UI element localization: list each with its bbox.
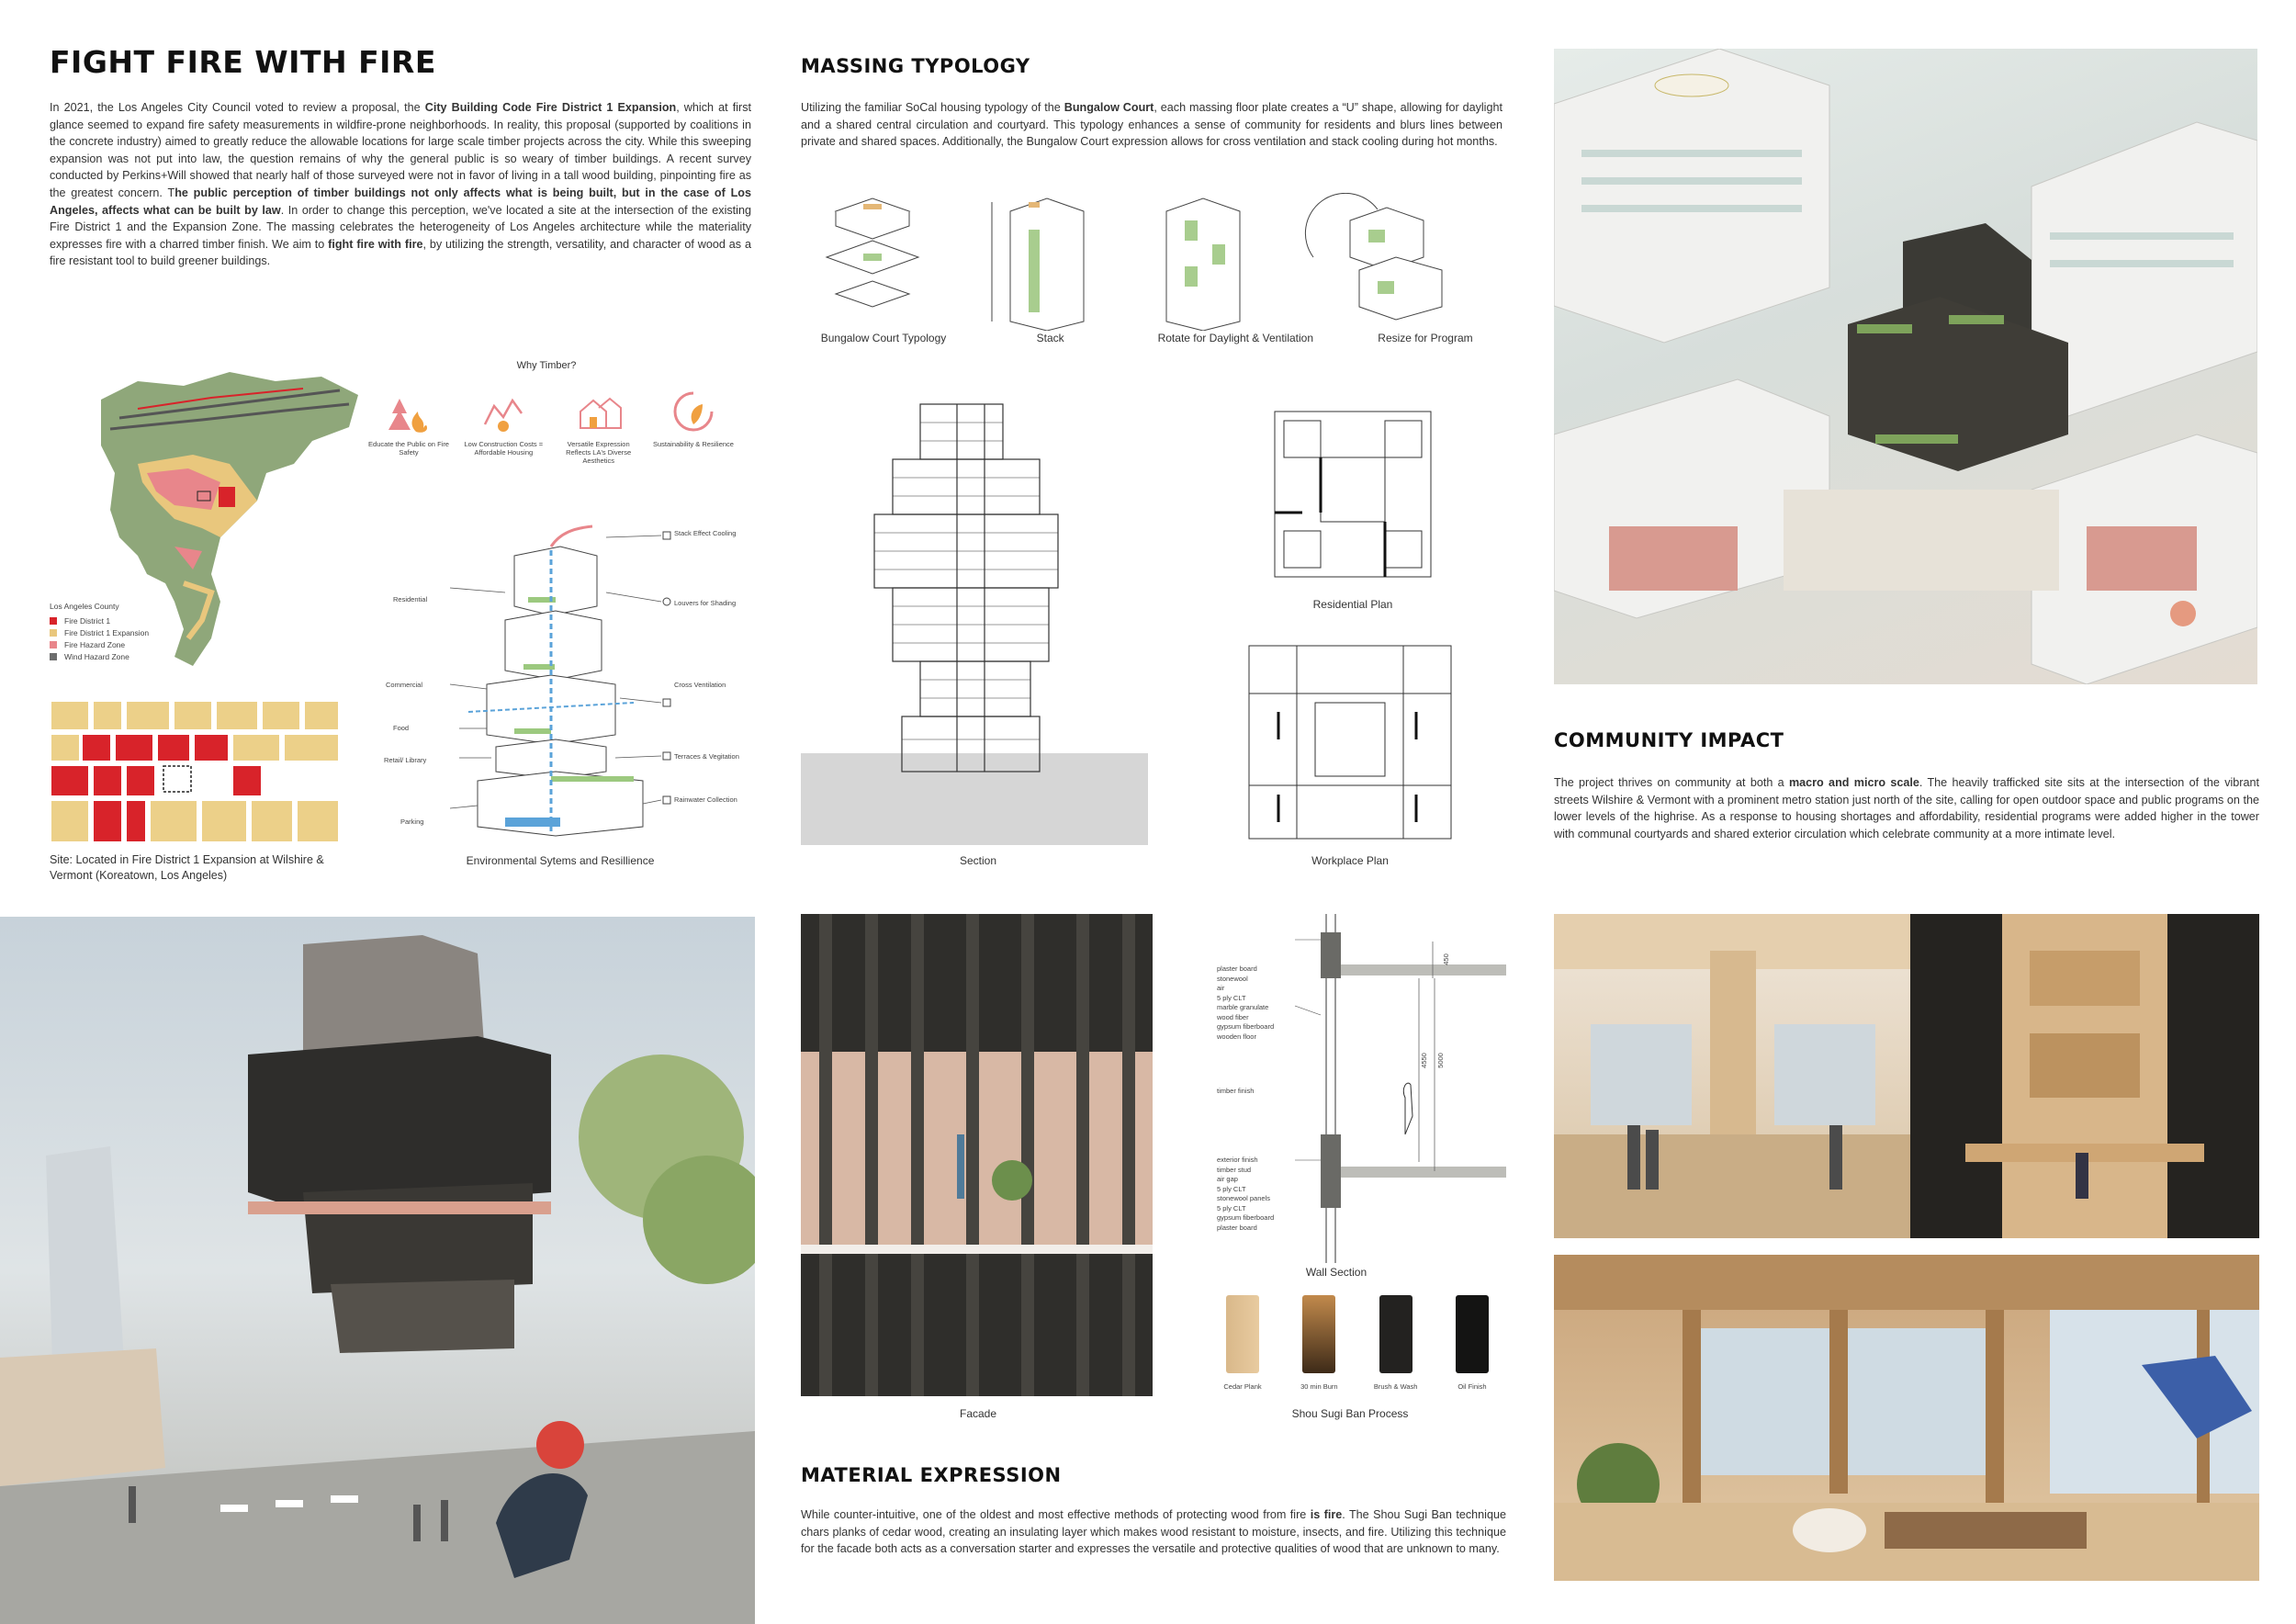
legend-title: Los Angeles County bbox=[50, 602, 119, 611]
interior-render-atrium bbox=[1910, 914, 2259, 1238]
env-label-food: Food bbox=[393, 724, 410, 732]
facade-render bbox=[801, 914, 1153, 1396]
material-paragraph: While counter-intuitive, one of the oldest and most effective methods of protecting wood from fire is fire. The Shou Sugi Ban technique chars planks of cedar wood, creating an insulating layer which makes wood resistant to moisture, insects, and fire. Utilizing this technique for the facade both acts as a conversation starter and expresses the versatile and protective qualities of wood that are unknown to many. bbox=[801, 1508, 1506, 1556]
wall-labels-bottom: exterior finish timber stud air gap 5 ply CLT stonewool panels 5 ply CLT gypsum fiberboard plaster board bbox=[1217, 1156, 1275, 1232]
process-planks bbox=[1210, 1295, 1504, 1391]
env-label-retail: Retail/ Library bbox=[384, 756, 427, 764]
legend-item: Fire District 1 bbox=[50, 616, 149, 626]
env-label-cross-ventilation: Cross Ventilation bbox=[674, 681, 726, 689]
process-step: 30 min Burn bbox=[1287, 1295, 1351, 1391]
house-icon bbox=[575, 388, 623, 435]
workplace-plan bbox=[1242, 638, 1458, 845]
wall-dim-4550: 4550 bbox=[1419, 1053, 1428, 1068]
env-label-stack-cooling: Stack Effect Cooling bbox=[674, 529, 737, 537]
community-paragraph: The project thrives on community at both a macro and micro scale. The heavily trafficked site sits at the intersection of the vibrant streets Wilshire & Vermont with a prominent metro station just north of the site, calling for open outdoor space and public programs on the lower levels of the highrise. As a response to housing shortages and affordability, residential programs were added higher in the tower with communal courtyards and shared exterior circulation which celebrate community at a more intimate level. bbox=[1554, 776, 2259, 840]
massing-step-label: Stack bbox=[1036, 332, 1064, 344]
aerial-render bbox=[1554, 49, 2257, 684]
massing-step-label: Rotate for Daylight & Ventilation bbox=[1157, 332, 1314, 344]
facade-caption: Facade bbox=[959, 1407, 997, 1420]
wall-dim-450: 450 bbox=[1441, 953, 1450, 965]
wall-labels-top: plaster board stonewool air 5 ply CLT marble granulate wood fiber gypsum fiberboard wooden floor bbox=[1217, 964, 1275, 1041]
legend-swatch bbox=[50, 653, 57, 660]
why-timber-item: Versatile Expression Reflects LA's Diverse Aesthetics bbox=[557, 388, 640, 465]
community-title: COMMUNITY IMPACT bbox=[1554, 729, 1784, 751]
why-timber-item: Low Construction Costs = Affordable Housing bbox=[462, 388, 545, 465]
legend-item: Wind Hazard Zone bbox=[50, 652, 149, 661]
fire-tree-icon bbox=[385, 388, 433, 435]
wall-dim-5000: 5000 bbox=[1435, 1053, 1445, 1068]
section-caption: Section bbox=[959, 854, 997, 867]
plank-cedar bbox=[1226, 1295, 1259, 1373]
legend-item: Fire District 1 Expansion bbox=[50, 628, 149, 637]
legend-swatch bbox=[50, 617, 57, 625]
env-label-rainwater: Rainwater Collection bbox=[674, 795, 737, 804]
process-step: Oil Finish bbox=[1440, 1295, 1504, 1391]
workplace-plan-caption: Workplace Plan bbox=[1311, 854, 1389, 867]
why-timber-item: Educate the Public on Fire Safety bbox=[367, 388, 450, 465]
material-title: MATERIAL EXPRESSION bbox=[801, 1464, 1062, 1486]
cost-icon bbox=[479, 388, 527, 435]
street-render bbox=[0, 917, 755, 1624]
env-label-residential: Residential bbox=[393, 595, 428, 603]
intro-paragraph: In 2021, the Los Angeles City Council voted to review a proposal, the City Building Code Fire District 1 Expansion, which at first glance seemed to expand fire safety measurements in wildfire-prone neighborhoods. In reality, this proposal (supported by coalitions in the concrete industry) aimed to greatly reduce the allowable locations for large scale timber projects across the city. While this sweeping expansion was not put into law, the question remains of why the general public is so weary of timber buildings. A recent survey conducted by Perkins+Will showed that nearly half of those surveyed were not in favor of living in a tall wood building, pinpointing fire as the greatest concern. The public perception of timber buildings not only affects what is being built, but in the case of Los Angeles, affects what can be built by law. In order to change this perception, we've located a site at the intersection of the existing Fire District 1 and the Expansion Zone. The massing celebrates the heterogeneity of Los Angeles architecture while the materiality expresses fire with a charred timber finish. We aim to fight fire with fire, by utilizing the strength, versatility, and character of wood as a fire resistant tool to build greener buildings. bbox=[50, 101, 752, 268]
site-caption: Site: Located in Fire District 1 Expansion at Wilshire & Vermont (Koreatown, Los Angeles) bbox=[50, 853, 324, 882]
why-timber-item: Sustainability & Resilience bbox=[652, 388, 735, 465]
leaf-cycle-icon bbox=[670, 388, 717, 435]
site-block-map bbox=[50, 698, 340, 845]
plank-oil bbox=[1456, 1295, 1489, 1373]
why-timber-title: Why Timber? bbox=[516, 360, 577, 371]
section-drawing bbox=[801, 395, 1148, 845]
interior-render-library bbox=[1554, 1255, 2259, 1581]
env-label-terraces: Terraces & Vegitation bbox=[674, 752, 739, 761]
process-step: Brush & Wash bbox=[1364, 1295, 1428, 1391]
plank-burn bbox=[1302, 1295, 1335, 1373]
massing-diagrams bbox=[808, 193, 1506, 331]
wall-label-timber-finish: timber finish bbox=[1217, 1087, 1255, 1095]
env-label-louvers: Louvers for Shading bbox=[674, 599, 737, 607]
env-caption: Environmental Sytems and Resillience bbox=[466, 854, 655, 867]
map-legend bbox=[50, 602, 149, 664]
residential-plan-caption: Residential Plan bbox=[1312, 598, 1393, 611]
wall-section-caption: Wall Section bbox=[1305, 1266, 1367, 1279]
env-label-commercial: Commercial bbox=[386, 681, 423, 689]
why-timber-icons bbox=[367, 388, 735, 465]
legend-item: Fire Hazard Zone bbox=[50, 640, 149, 649]
env-label-parking: Parking bbox=[400, 818, 424, 826]
massing-step-label: Bungalow Court Typology bbox=[820, 332, 947, 344]
legend-swatch bbox=[50, 641, 57, 648]
page-title: FIGHT FIRE WITH FIRE bbox=[50, 44, 436, 80]
massing-paragraph: Utilizing the familiar SoCal housing typology of the Bungalow Court, each massing floor plate creates a “U” shape, allowing for daylight and a shared central circulation and courtyard. This typology enhances a sense of community for residents and blurs lines between private and shared spaces. Additionally, the Bungalow Court expression allows for cross ventilation and stack cooling during hot months. bbox=[801, 101, 1503, 149]
residential-plan bbox=[1266, 402, 1440, 586]
shou-sugi-ban-caption: Shou Sugi Ban Process bbox=[1291, 1407, 1409, 1420]
plank-brush bbox=[1379, 1295, 1412, 1373]
massing-title: MASSING TYPOLOGY bbox=[801, 55, 1030, 77]
massing-steps bbox=[801, 332, 1499, 344]
massing-step-label: Resize for Program bbox=[1378, 332, 1473, 344]
legend-swatch bbox=[50, 629, 57, 637]
interior-render-lobby bbox=[1554, 914, 1910, 1238]
process-step: Cedar Plank bbox=[1210, 1295, 1275, 1391]
